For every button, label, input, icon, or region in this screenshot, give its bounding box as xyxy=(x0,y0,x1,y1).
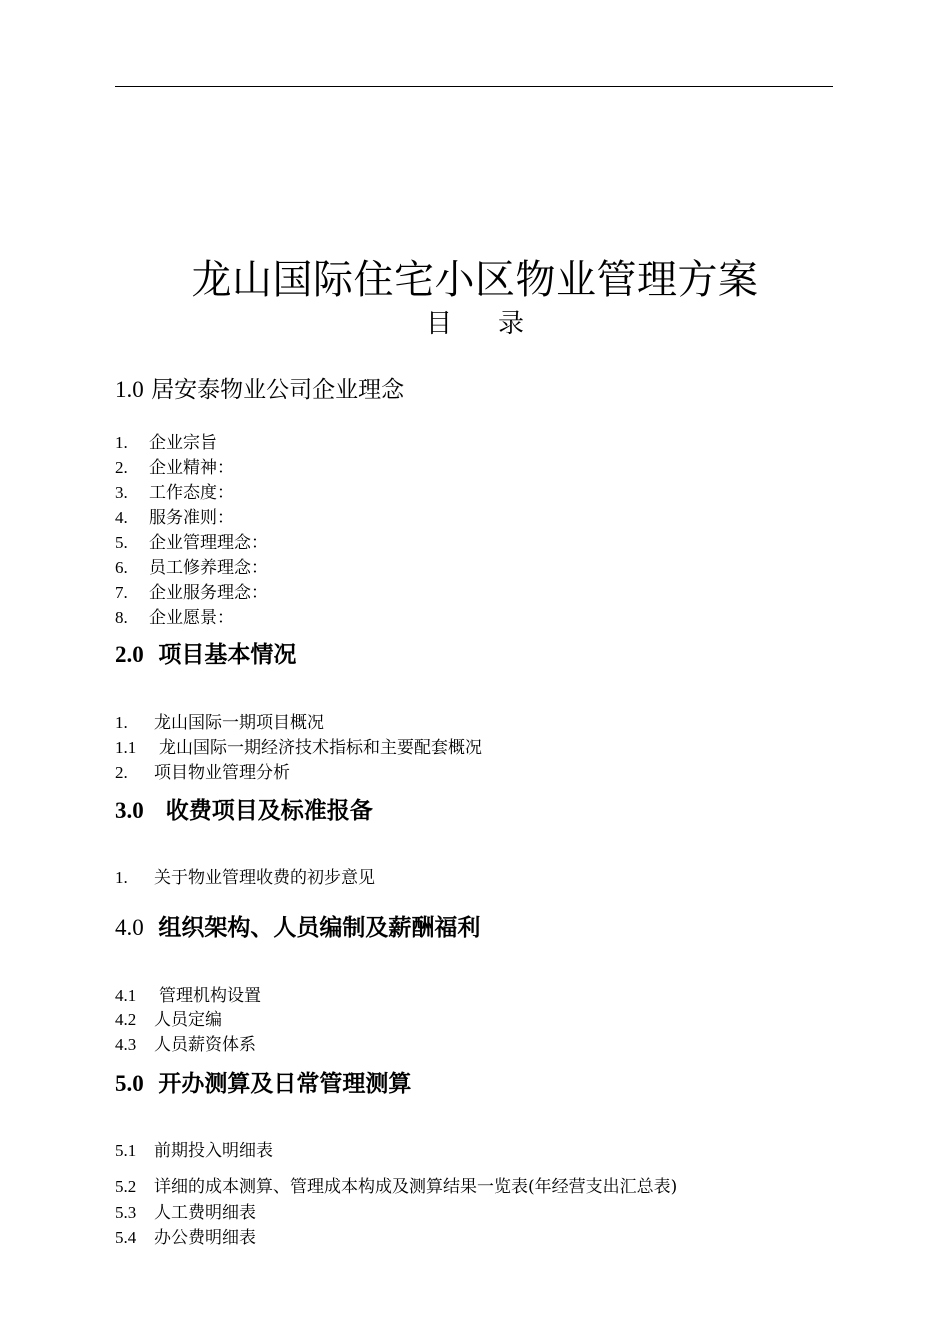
section-number: 2.0 xyxy=(115,642,144,667)
section-title: 组织架构、人员编制及薪酬福利 xyxy=(158,914,481,941)
toc-item: 1. 关于物业管理收费的初步意见 xyxy=(115,868,375,888)
header-rule xyxy=(115,86,833,87)
toc-item: 4. 服务准则： xyxy=(115,508,234,528)
toc-item: 3. 工作态度： xyxy=(115,483,234,503)
section-heading-1 xyxy=(115,371,404,404)
toc-item: 1.1 龙山国际一期经济技术指标和主要配套概况 xyxy=(115,738,482,758)
toc-item: 5.2 详细的成本测算、管理成本构成及测算结果一览表(年经营支出汇总表) xyxy=(115,1177,678,1197)
toc-item: 5.1 前期投入明细表 xyxy=(115,1141,273,1161)
section-title: 居安泰物业公司企业理念 xyxy=(151,377,405,403)
section-title: 项目基本情况 xyxy=(158,641,297,668)
toc-item: 2. 项目物业管理分析 xyxy=(115,763,290,783)
section-heading-3 xyxy=(115,792,373,825)
toc-item: 4.1 管理机构设置 xyxy=(115,986,261,1006)
toc-heading-char-1: 目 xyxy=(425,309,452,339)
section-heading-5 xyxy=(115,1065,411,1098)
toc-item: 5. 企业管理理念： xyxy=(115,533,268,553)
document-title: 龙山国际住宅小区物业管理方案 xyxy=(191,257,759,303)
section-number: 3.0 xyxy=(115,798,144,823)
toc-heading-char-2: 录 xyxy=(498,309,525,339)
section-number: 4.0 xyxy=(115,915,144,940)
toc-item: 5.3 人工费明细表 xyxy=(115,1203,256,1223)
toc-item: 2. 企业精神： xyxy=(115,458,234,478)
toc-item: 1. 龙山国际一期项目概况 xyxy=(115,713,324,733)
toc-item: 1. 企业宗旨 xyxy=(115,433,217,453)
toc-item: 5.4 办公费明细表 xyxy=(115,1228,256,1248)
section-number: 1.0 xyxy=(115,377,144,402)
section-number: 5.0 xyxy=(115,1071,144,1096)
toc-heading xyxy=(0,303,950,340)
toc-item: 8. 企业愿景： xyxy=(115,608,234,628)
section-title: 收费项目及标准报备 xyxy=(165,797,373,824)
toc-item: 4.3 人员薪资体系 xyxy=(115,1035,256,1055)
section-title: 开办测算及日常管理测算 xyxy=(158,1070,412,1097)
section-heading-4 xyxy=(115,909,480,942)
toc-item: 6. 员工修养理念： xyxy=(115,558,268,578)
section-heading-2 xyxy=(115,636,296,669)
toc-item: 4.2 人员定编 xyxy=(115,1010,222,1030)
toc-item: 7. 企业服务理念： xyxy=(115,583,268,603)
